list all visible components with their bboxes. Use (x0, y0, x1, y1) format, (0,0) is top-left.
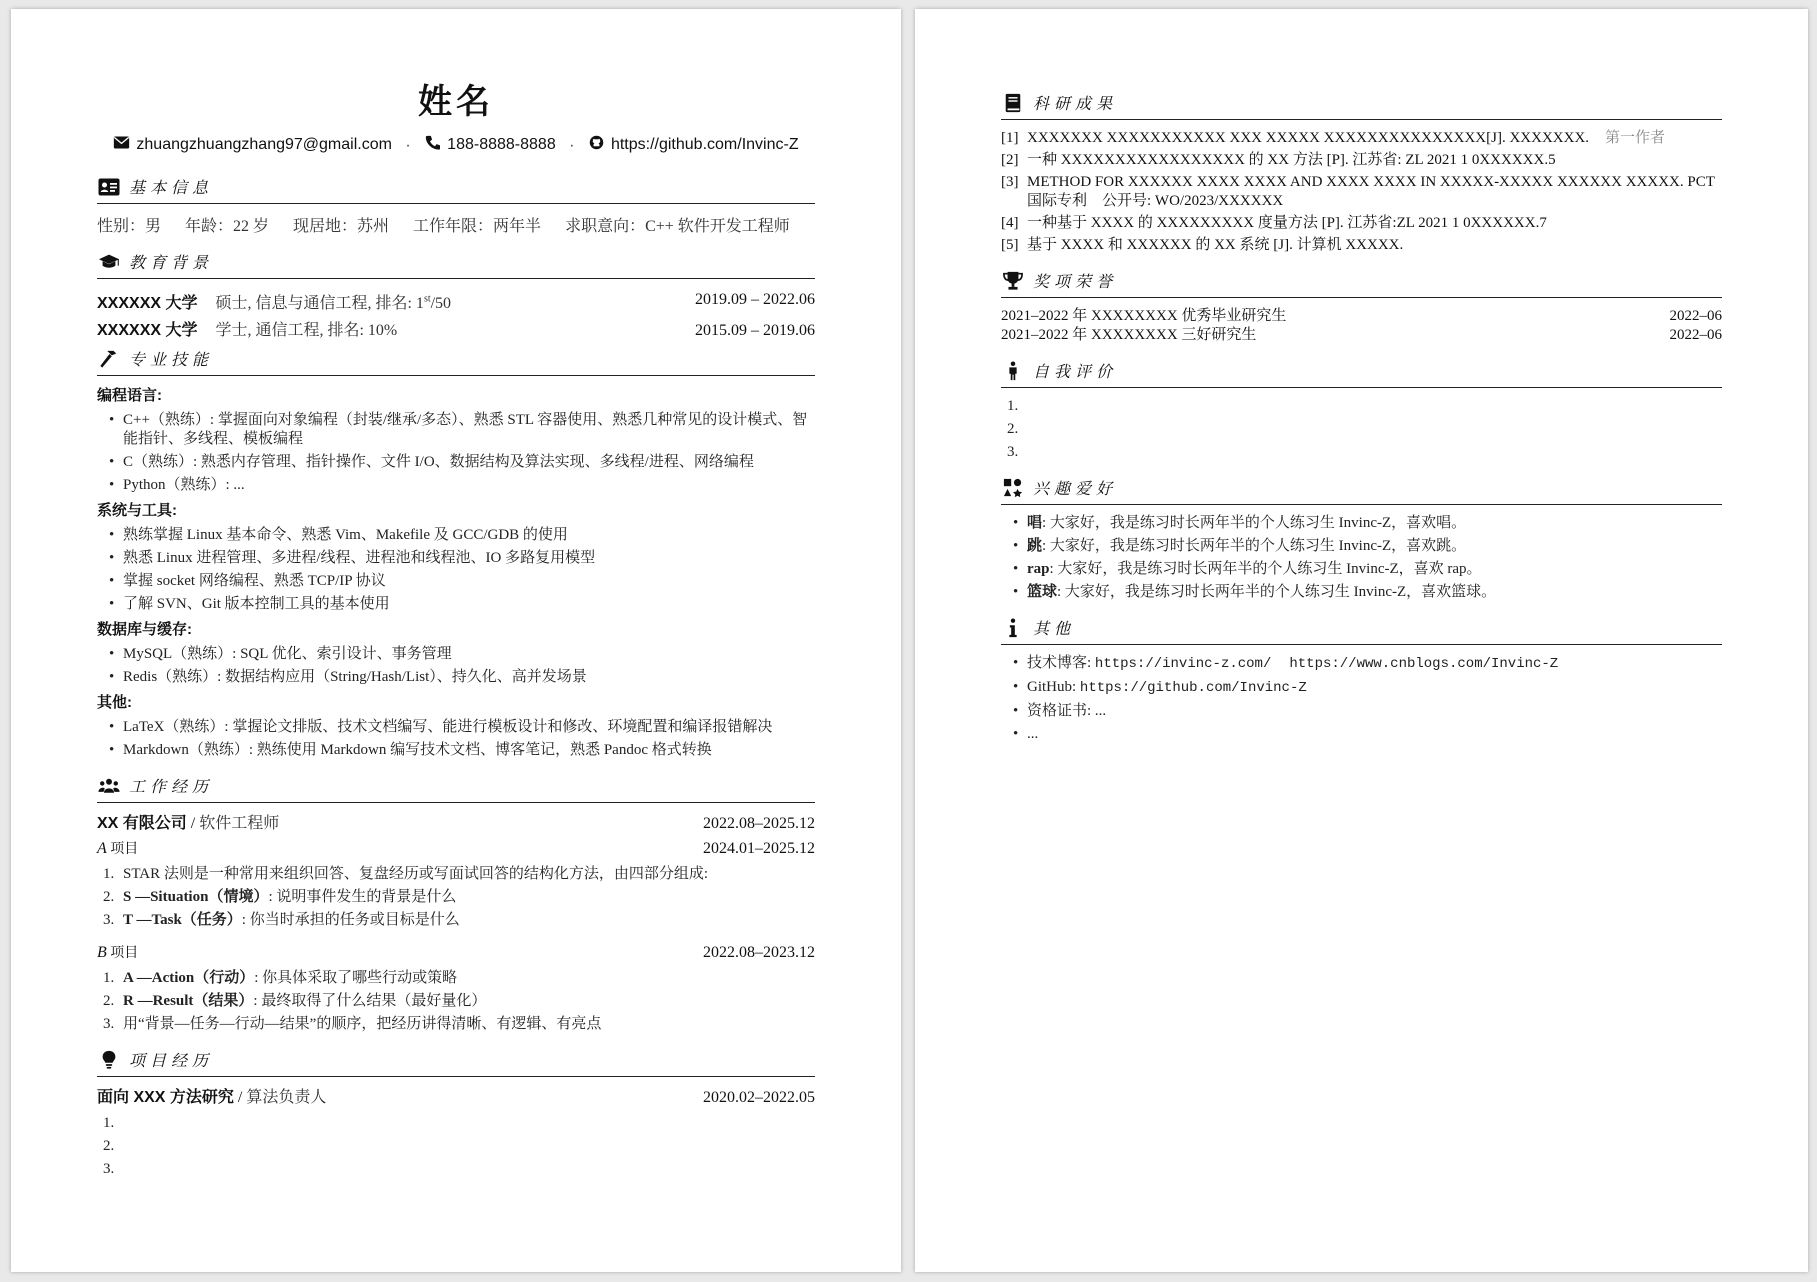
section-work-header (97, 774, 815, 803)
education-row (97, 319, 815, 343)
project-row: A 项目 2024.01–2025.12 (97, 838, 815, 861)
github-link[interactable]: https://github.com/Invinc-Z (1079, 680, 1307, 696)
skill-category: 数据库与缓存: (97, 621, 192, 639)
skill-category: 其他: (97, 694, 132, 712)
basic-info (97, 213, 815, 236)
phone-icon (424, 135, 441, 155)
date: 2015.09 – 2019.06 (695, 322, 815, 340)
date: 2022–06 (1669, 308, 1722, 324)
list-item: • 资格证书: ... (1027, 702, 1722, 721)
project-role: 算法负责人 (246, 1089, 327, 1107)
date: 2022.08–2025.12 (703, 815, 815, 833)
section-projects-header (97, 1048, 815, 1077)
degree-detail: 学士, 通信工程, 排名: 10% (215, 322, 398, 340)
project-name: 面向 XXX 方法研究 (97, 1089, 234, 1107)
section-title: 基本信息 (129, 180, 214, 197)
book-icon (1001, 92, 1025, 114)
author-tag: 第一作者 (1605, 130, 1666, 146)
city: 现居地：苏州 (293, 218, 390, 235)
section-title: 专业技能 (129, 352, 214, 370)
section-hobby-header (1001, 476, 1722, 505)
list-item: • ... (1027, 725, 1722, 744)
list-item: 2. R —Result（结果）: 最终取得了什么结果（最好量化） (103, 993, 487, 1010)
phone-text: 188-8888-8888 (447, 136, 556, 153)
skill-category: 编程语言: (97, 387, 162, 405)
list-item: 3. 用“背景—任务—行动—结果”的顺序，把经历讲得清晰、有逻辑、有亮点 (103, 1016, 602, 1033)
list-item: • 了解 SVN、Git 版本控制工具的基本使用 (123, 595, 815, 614)
section-basic-header (97, 175, 815, 204)
degree-detail: 硕士, 信息与通信工程, 排名: 1st/50 (215, 294, 452, 313)
list-item: • 熟练掌握 Linux 基本命令、熟悉 Vim、Makefile 及 GCC/GDB 的使用 (123, 526, 815, 545)
hammer-icon (97, 348, 121, 370)
email-item[interactable] (113, 135, 392, 155)
publication-item: [5] 基于 XXXX 和 XXXXXX 的 XX 系统 [J]. 计算机 XXXXX. (1001, 237, 1404, 253)
award-item: 2021–2022 年 XXXXXXXX 三好研究生 2022–06 (1001, 327, 1722, 343)
section-title: 工作经历 (129, 779, 214, 797)
envelope-icon (113, 135, 130, 155)
years: 工作年限：两年半 (413, 218, 542, 235)
list-item: 2. S —Situation（情境）: 说明事件发生的背景是什么 (103, 889, 457, 906)
company: XX 有限公司 (97, 815, 187, 833)
job-row: XX 有限公司 / 软件工程师 2022.08–2025.12 (97, 812, 815, 836)
intent: 求职意向：C++ 软件开发工程师 (565, 218, 790, 235)
education-list (97, 288, 815, 343)
list-item: • 熟悉 Linux 进程管理、多进程/线程、进程池和线程池、IO 多路复用模型 (123, 549, 815, 568)
list-item: • 技术博客: https://invinc-z.com/ https://www.cnblogs.com/Invinc-Z (1027, 654, 1722, 674)
work-entry (97, 812, 815, 1034)
research-list (1001, 129, 1722, 255)
project-row: B 项目 2022.08–2023.12 (97, 942, 815, 965)
project-entry (97, 1086, 815, 1179)
list-item: • MySQL（熟练）: SQL 优化、索引设计、事务管理 (123, 645, 815, 664)
list-item: • Redis（熟练）: 数据结构应用（String/Hash/List）、持久化、高并发场景 (123, 668, 815, 687)
list-item: 1. (103, 1115, 115, 1132)
github-item[interactable] (588, 135, 799, 155)
section-research-header (1001, 91, 1722, 120)
list-item: • GitHub: https://github.com/Invinc-Z (1027, 678, 1722, 698)
list-item: • C++（熟练）: 掌握面向对象编程（封装/继承/多态）、熟悉 STL 容器使用、熟悉几种常见的设计模式、智能指针、多线程、模板编程 (123, 411, 815, 449)
list-item: • 唱: 大家好，我是练习时长两年半的个人练习生 Invinc-Z，喜欢唱。 (1027, 514, 1722, 533)
github-text: https://github.com/Invinc-Z (610, 136, 799, 153)
trophy-icon (1001, 270, 1025, 292)
page-2 (915, 9, 1808, 1272)
users-icon (97, 775, 121, 797)
graduation-cap-icon (97, 251, 121, 273)
list-item: 1. (1007, 398, 1019, 414)
list-item: 2. (103, 1138, 115, 1155)
date: 2024.01–2025.12 (703, 840, 815, 858)
section-self-header (1001, 359, 1722, 388)
blog-link[interactable]: https://invinc-z.com/ (1094, 656, 1272, 672)
date: 2022–06 (1669, 327, 1722, 343)
contact-line (97, 135, 815, 155)
school: XXXXXX 大学 (97, 295, 198, 313)
section-title: 奖项荣誉 (1033, 274, 1118, 291)
email-text: zhuangzhuangzhang97@gmail.com (136, 136, 392, 153)
age: 年龄：22 岁 (185, 218, 270, 235)
section-title: 其他 (1033, 621, 1076, 638)
shapes-icon (1001, 477, 1025, 499)
id-card-icon (97, 176, 121, 198)
section-awards-header (1001, 269, 1722, 298)
blog-link[interactable]: https://www.cnblogs.com/Invinc-Z (1289, 656, 1559, 672)
school: XXXXXX 大学 (97, 322, 198, 340)
list-item: • Markdown（熟练）: 熟练使用 Markdown 编写技术文档、博客笔记，熟悉 Pandoc 格式转换 (123, 741, 815, 760)
list-item: • 掌握 socket 网络编程、熟悉 TCP/IP 协议 (123, 572, 815, 591)
section-title: 科研成果 (1033, 96, 1118, 113)
section-title: 项目经历 (129, 1053, 214, 1071)
section-education-header (97, 250, 815, 279)
list-item: 3. T —Task（任务）: 你当时承担的任务或目标是什么 (103, 912, 460, 929)
job-role: 软件工程师 (199, 815, 280, 833)
list-item: • Python（熟练）: ... (123, 476, 815, 495)
date: 2019.09 – 2022.06 (695, 291, 815, 308)
list-item: • 跳: 大家好，我是练习时长两年半的个人练习生 Invinc-Z，喜欢跳。 (1027, 537, 1722, 556)
list-item: 2. (1007, 421, 1019, 437)
section-title: 自我评价 (1033, 364, 1118, 381)
skills-list (97, 385, 815, 760)
list-item: 1. STAR 法则是一种常用来组织回答、复盘经历或写面试回答的结构化方法，由四部分组成: (103, 866, 709, 883)
list-item: • 篮球: 大家好，我是练习时长两年半的个人练习生 Invinc-Z，喜欢篮球。 (1027, 583, 1722, 602)
section-title: 兴趣爱好 (1033, 481, 1118, 498)
lightbulb-icon (97, 1049, 121, 1071)
publication-item: [3] METHOD FOR XXXXXX XXXX XXXX AND XXXX XXXX IN XXXXX-XXXXX XXXXXX XXXXX. PCT 国际专利 公开号: WO/2023/XXXXXX (1001, 174, 1715, 209)
section-title: 教育背景 (129, 255, 214, 272)
publication-item: [2] 一种 XXXXXXXXXXXXXXXXX 的 XX 方法 [P]. 江苏省: ZL 2021 1 0XXXXXX.5 (1001, 152, 1556, 168)
list-item: • C（熟练）: 熟悉内存管理、指针操作、文件 I/O、数据结构及算法实现、多线程/进程、网络编程 (123, 453, 815, 472)
list-item: 3. (1007, 444, 1019, 460)
project-name: A (97, 840, 107, 858)
project-name: B (97, 944, 107, 962)
page-1 (11, 9, 901, 1272)
list-item: • LaTeX（熟练）: 掌握论文排版、技术文档编写、能进行模板设计和修改、环境配置和编译报错解决 (123, 718, 815, 737)
github-icon (588, 135, 605, 155)
other-list (1001, 654, 1722, 744)
resume-name: 姓名 (418, 84, 494, 121)
list-item: 1. A —Action（行动）: 你具体采取了哪些行动或策略 (103, 970, 458, 987)
awards-list (1001, 307, 1722, 345)
info-icon (1001, 617, 1025, 639)
skill-category: 系统与工具: (97, 502, 177, 520)
education-row (97, 288, 815, 316)
publication-item: [1] XXXXXXX XXXXXXXXXXX XXX XXXXX XXXXXXXXXXXXXXX[J]. XXXXXXX. 第一作者 (1001, 130, 1666, 146)
section-skills-header (97, 347, 815, 376)
separator: · (569, 137, 575, 154)
person-icon (1001, 360, 1025, 382)
date: 2020.02–2022.05 (703, 1089, 815, 1107)
separator: · (405, 137, 411, 154)
list-item: 3. (103, 1161, 115, 1178)
gender: 性别：男 (97, 218, 162, 235)
award-item: 2021–2022 年 XXXXXXXX 优秀毕业研究生 2022–06 (1001, 308, 1722, 324)
phone-item[interactable] (424, 135, 556, 155)
list-item: • rap: 大家好，我是练习时长两年半的个人练习生 Invinc-Z，喜欢 rap。 (1027, 560, 1722, 579)
section-other-header (1001, 616, 1722, 645)
self-list (1001, 397, 1722, 462)
date: 2022.08–2023.12 (703, 944, 815, 962)
publication-item: [4] 一种基于 XXXX 的 XXXXXXXXX 度量方法 [P]. 江苏省:ZL 2021 1 0XXXXXX.7 (1001, 215, 1547, 231)
hobby-list (1001, 514, 1722, 602)
project-row: 面向 XXX 方法研究 / 算法负责人 2020.02–2022.05 (97, 1086, 815, 1110)
